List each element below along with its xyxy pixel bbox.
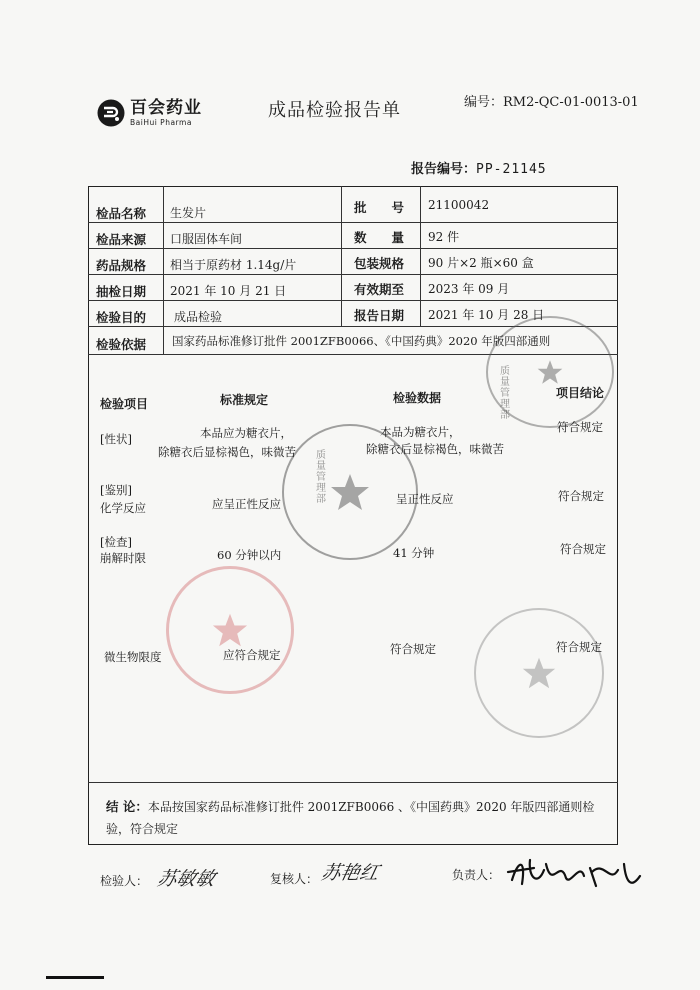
- conclusion-text: 本品按国家药品标准修订批件 2001ZFB0066 、《中国药典》2020 年版四部通则检验，符合规定: [106, 800, 595, 836]
- spec-label: 药品规格: [96, 258, 147, 273]
- conclusion-label: 结 论：: [106, 799, 148, 814]
- star-icon: [212, 612, 248, 648]
- result-conclusion: 符合规定: [556, 640, 602, 654]
- sample-date-label: 抽检日期: [96, 284, 147, 299]
- report-number: [411, 158, 547, 177]
- responsible-label: 负责人：: [452, 868, 501, 882]
- star-icon: [522, 656, 556, 690]
- footer-bar: [46, 976, 104, 979]
- batch-value: 21100042: [428, 198, 490, 212]
- product-name-label: 检品名称: [96, 206, 147, 221]
- purpose-label: 检验目的: [96, 310, 147, 325]
- result-standard: 本品应为糖衣片，: [200, 426, 292, 440]
- star-icon: [537, 359, 563, 385]
- result-item: 崩解时限: [100, 551, 146, 565]
- reviewer-signature: 苏艳红: [319, 862, 382, 884]
- result-data: 呈正性反应: [396, 492, 454, 506]
- logo-mark-icon: [96, 98, 126, 128]
- report-date-label: 报告日期: [354, 308, 405, 323]
- logo-name-en: BaiHui Pharma: [130, 117, 192, 127]
- result-data: 本品为糖衣片，: [380, 425, 461, 439]
- header-conclusion: 项目结论: [556, 386, 605, 400]
- responsible-signature: [500, 850, 650, 896]
- form-code: 编号：RM2-QC-01-0013-01: [464, 95, 639, 110]
- gray-stamp: [474, 608, 604, 738]
- result-category: [鉴别]: [100, 483, 132, 497]
- table-rule: [88, 782, 618, 783]
- result-conclusion: 符合规定: [557, 420, 603, 434]
- source-label: 检品来源: [96, 232, 147, 247]
- inspector-label: 检验人：: [100, 874, 149, 888]
- star-icon: [330, 472, 370, 512]
- result-standard: 应符合规定: [223, 648, 281, 662]
- sample-date-value: 2021 年 10 月 21 日: [170, 284, 287, 298]
- stamp-text: 质量管理部: [500, 366, 510, 421]
- document-title: 成品检验报告单: [268, 100, 401, 121]
- stamp-text: 质量管理部: [316, 450, 326, 505]
- report-number-value: PP-21145: [476, 162, 547, 177]
- result-item: 化学反应: [100, 501, 146, 515]
- product-name-value: 生发片: [170, 206, 207, 220]
- table-rule: [88, 300, 618, 301]
- table-rule: [341, 186, 342, 326]
- result-standard: 除糖衣后显棕褐色，味微苦: [158, 445, 296, 459]
- result-data: 除糖衣后显棕褐色，味微苦: [366, 442, 504, 456]
- company-logo: [96, 96, 202, 130]
- header-standard: 标准规定: [220, 393, 269, 407]
- quantity-value: 92 件: [428, 230, 460, 244]
- expiry-value: 2023 年 09 月: [428, 282, 510, 296]
- package-label: 包装规格: [354, 256, 405, 271]
- package-value: 90 片×2 瓶×60 盒: [428, 256, 534, 270]
- table-rule: [88, 222, 618, 223]
- basis-label: 检验依据: [96, 337, 147, 352]
- result-data: 41 分钟: [393, 546, 435, 560]
- expiry-label: 有效期至: [354, 282, 405, 297]
- batch-label: 批 号: [354, 200, 405, 215]
- source-value: 口服固体车间: [170, 232, 243, 246]
- result-item: 微生物限度: [104, 650, 162, 664]
- table-rule: [88, 248, 618, 249]
- purpose-value: 成品检验: [174, 310, 223, 324]
- result-conclusion: 符合规定: [560, 542, 606, 556]
- header-item: 检验项目: [100, 397, 149, 411]
- conclusion-block: [106, 796, 606, 840]
- inspector-signature: 苏敏敏: [155, 868, 218, 890]
- result-conclusion: 符合规定: [558, 489, 604, 503]
- result-category: [性状]: [100, 432, 132, 446]
- table-rule: [420, 186, 421, 326]
- reviewer-label: 复核人：: [270, 872, 319, 886]
- result-data: 符合规定: [390, 642, 436, 656]
- result-category: [检查]: [100, 535, 132, 549]
- spec-value: 相当于原药材 1.14g/片: [170, 258, 297, 272]
- report-date-value: 2021 年 10 月 28 日: [428, 308, 545, 322]
- logo-name-cn: 百会药业: [130, 97, 202, 118]
- result-standard: 60 分钟以内: [217, 548, 282, 562]
- header-data: 检验数据: [393, 391, 442, 405]
- table-rule: [88, 274, 618, 275]
- basis-value: 国家药品标准修订批件 2001ZFB0066、《中国药典》2020 年版四部通则: [172, 334, 551, 348]
- result-standard: 应呈正性反应: [212, 497, 281, 511]
- report-number-label: 报告编号：: [411, 162, 477, 177]
- red-stamp: [166, 566, 294, 694]
- table-rule: [163, 186, 164, 354]
- quantity-label: 数 量: [354, 230, 405, 245]
